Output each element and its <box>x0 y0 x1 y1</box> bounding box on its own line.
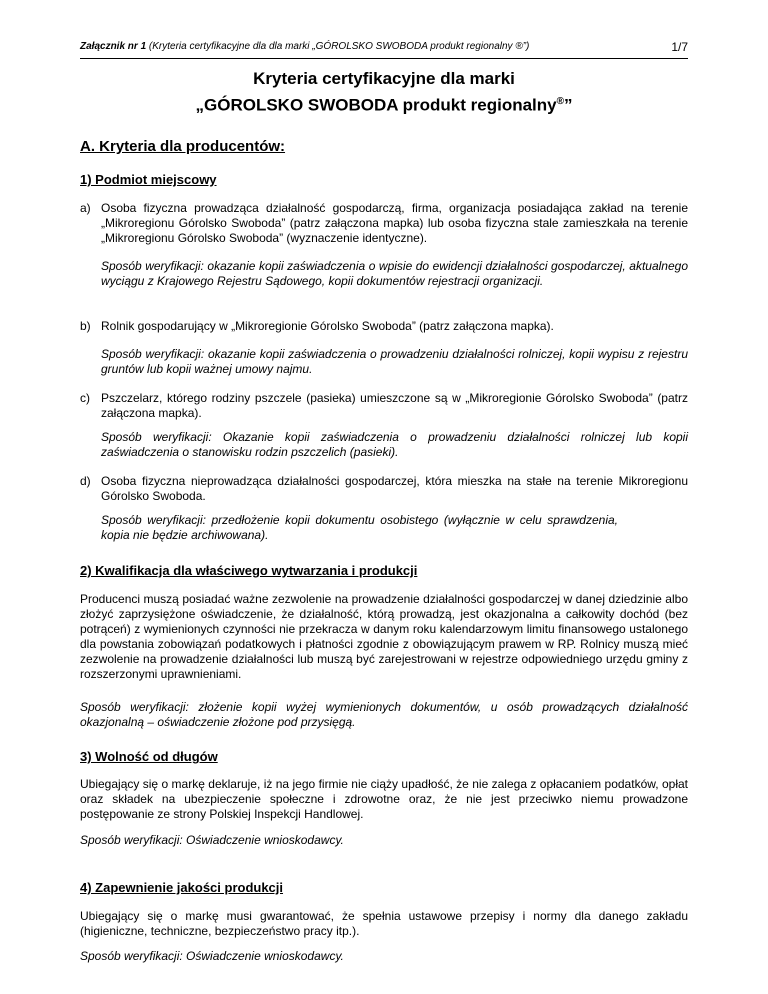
list-item-label: d) <box>80 474 91 488</box>
s4-text: Ubiegający się o markę musi gwarantować, że spełnia ustawowe przepisy i normy dla danego zakładu (higieniczne, techniczne, bezpieczeństwo pracy itp.). <box>80 909 688 938</box>
list-item-text: Osoba fizyczna prowadząca działalność gospodarczą, firma, organizacja posiadająca zakład na terenie „Mikroregionu Górolsko Swoboda” (patrz załączona mapka) lub osoba fizyczna stale zamieszkała na terenie „Mikroregionu Górolsko Swoboda” (wyznaczenie identyczne). <box>101 201 688 245</box>
list-item-label: a) <box>80 201 91 215</box>
list-item-text: Pszczelarz, którego rodziny pszczele (pasieka) umieszczone są w „Mikroregionie Górolsko Swoboda” (patrz załączona mapka). <box>101 391 688 420</box>
page-header <box>80 40 688 59</box>
s3-verification: Sposób weryfikacji: Oświadczenie wnioskodawcy. <box>80 833 344 847</box>
s2-text: Producenci muszą posiadać ważne zezwolenie na prowadzenie działalności gospodarczej w danej dziedzinie albo złożyć zaprzysiężone oświadczenie, że działalność, którą prowadzą, jest okazjonalna a całkowity dochód (bez potrąceń) z wymienionych czynności nie przekracza w danym roku kalendarzowym limitu finansowego ustalonego dla powstania zobowiązań podatkowych i płatności zgodnie z obowiązującym prawem w RP. Rolnicy muszą mieć zezwolenie na prowadzenie działalności lub muszą być zarejestrowani w rejestrze odpowiedniego urzędu gminy z rozszerzonymi uprawnieniami. <box>80 592 688 681</box>
verification-text: Sposób weryfikacji: Okazanie kopii zaświadczenia o prowadzeniu działalności rolniczej lub kopii zaświadczenia o stanowisku rodzin pszczelich (pasieki). <box>101 430 688 459</box>
list-item <box>80 391 688 421</box>
list-item <box>80 474 688 504</box>
header-label <box>80 41 529 52</box>
s4-heading: 4) Zapewnienie jakości produkcji <box>80 880 284 895</box>
s1-heading: 1) Podmiot miejscowy <box>80 172 217 187</box>
s2-heading: 2) Kwalifikacja dla właściwego wytwarzania i produkcji <box>80 563 418 578</box>
s3-heading: 3) Wolność od długów <box>80 749 218 764</box>
list-item <box>80 201 688 246</box>
s2-verification: Sposób weryfikacji: złożenie kopii wyżej wymienionych dokumentów, u osób prowadzących działalność okazjonalną – oświadczenie złożone pod przysięgą. <box>80 700 688 729</box>
verification-text: Sposób weryfikacji: okazanie kopii zaświadczenia o prowadzeniu działalności rolniczej, kopii wypisu z rejestru gruntów lub kopii ważnej umowy najmu. <box>101 347 688 376</box>
verification-text: Sposób weryfikacji: okazanie kopii zaświadczenia o wpisie do ewidencji działalności gospodarczej, aktualnego wyciągu z Krajowego Rejestru Sądowego, kopii dokumentów rejestracji organizacji. <box>101 259 688 288</box>
document-title-text: „GÓROLSKO SWOBODA produkt regionalny <box>195 95 557 115</box>
list-item-text: Osoba fizyczna nieprowadząca działalności gospodarczej, która mieszka na stałe na terenie Mikroregionu Górolsko Swoboda. <box>101 474 688 503</box>
list-item <box>80 319 688 334</box>
list-item-text: Rolnik gospodarujący w „Mikroregionie Górolsko Swoboda” (patrz załączona mapka). <box>101 319 554 333</box>
list-item-label: b) <box>80 319 91 333</box>
closing-quote: ” <box>563 95 573 115</box>
header-label-rest: (Kryteria certyfikacyjne dla dla marki „GÓROLSKO SWOBODA produkt regionalny ®”) <box>146 41 530 52</box>
header-label-bold: Załącznik nr 1 <box>80 41 147 52</box>
registered-mark: ® <box>556 96 564 107</box>
s3-text: Ubiegający się o markę deklaruje, iż na jego firmie nie ciąży upadłość, że nie zalega z opłacaniem podatków, opłat oraz składek na ubezpieczenie społeczne i zdrowotne oraz, że nie jest przeciwko niemu prowadzone postępowanie ze strony Polskiej Inspekcji Handlowej. <box>80 777 688 821</box>
page-number: 1/7 <box>671 40 688 54</box>
s4-verification: Sposób weryfikacji: Oświadczenie wnioskodawcy. <box>80 949 344 963</box>
list-item-label: c) <box>80 391 90 405</box>
document-title-line1: Kryteria certyfikacyjne dla marki <box>253 69 515 88</box>
document-title-line2 <box>80 90 688 117</box>
section-a-heading: A. Kryteria dla producentów: <box>80 138 286 155</box>
verification-text: Sposób weryfikacji: przedłożenie kopii dokumentu osobistego (wyłącznie w celu sprawdzenia, kopia nie będzie archiwowana). <box>101 513 618 542</box>
